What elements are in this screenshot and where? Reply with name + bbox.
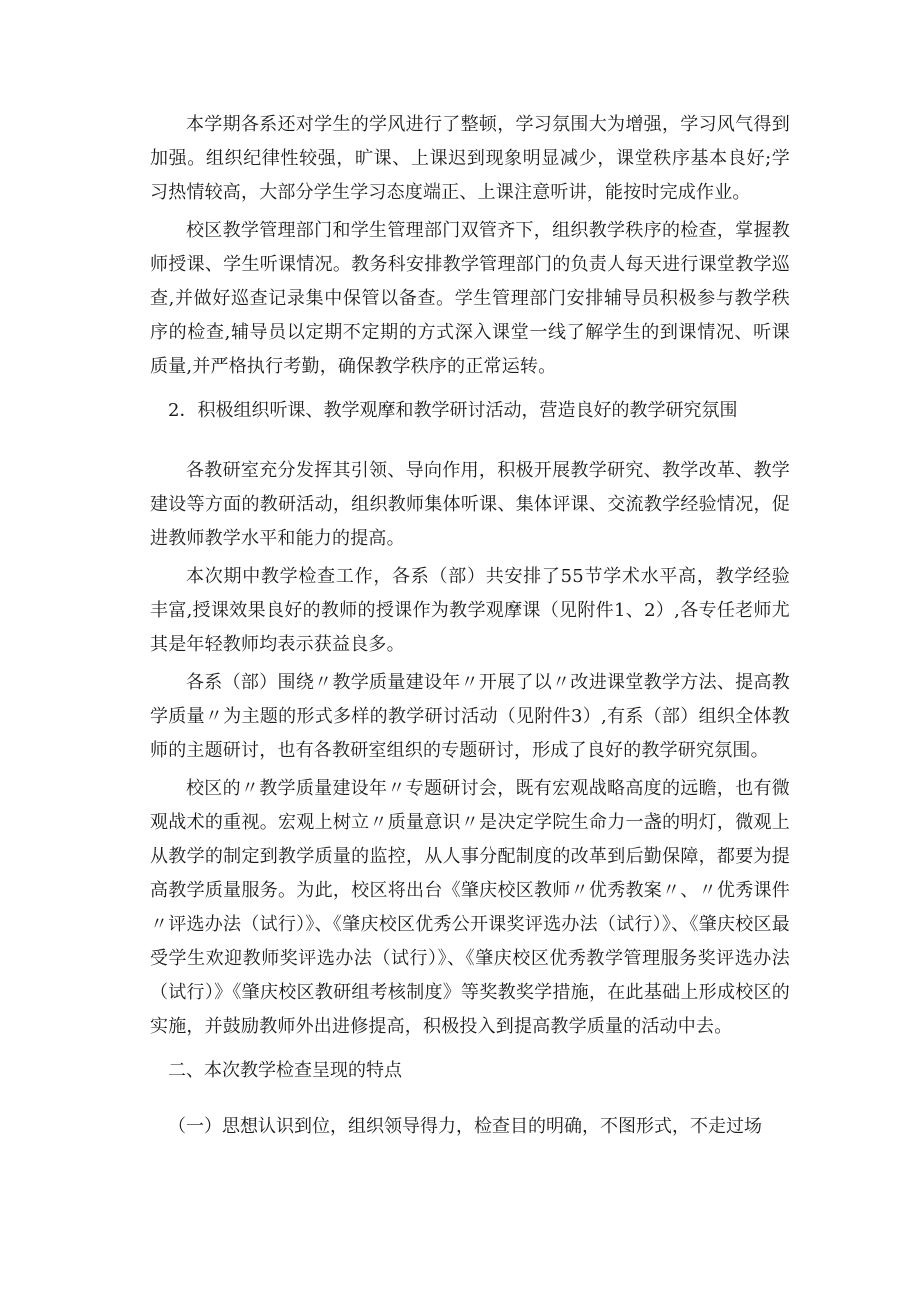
- paragraph-demonstration-classes: 本次期中教学检查工作，各系（部）共安排了55节学术水平高，教学经验丰富,授课效果良好的教师的授课作为教学观摩课（见附件1、2）,各专任老师尤其是年轻教师均表示获益良多。: [150, 566, 790, 655]
- paragraph-study-atmosphere: 本学期各系还对学生的学风进行了整顿，学习氛围大为增强，学习风气得到加强。组织纪律性较强，旷课、上课迟到现象明显减少，课堂秩序基本良好;学习热情较高，大部分学生学习态度端正、上课注意听讲，能按时完成作业。: [150, 114, 790, 203]
- subsection-heading-1: （一）思想认识到位，组织领导得力，检查目的明确，不图形式，不走过场: [168, 1116, 762, 1137]
- spacer: [150, 1044, 790, 1054]
- paragraph-teaching-research: 各教研室充分发挥其引领、导向作用，积极开展教学研究、教学改革、教学建设等方面的教研活动，组织教师集体听课、集体评课、交流教学经验情况，促进教师教学水平和能力的提高。: [150, 460, 790, 549]
- paragraph-seminar-activities: 各系（部）围绕〃教学质量建设年〃开展了以〃改进课堂教学方法、提高教学质量〃为主题的形式多样的教学研讨活动（见附件3）,有系（部）组织全体教师的主题研讨，也有各教研室组织的专题研讨，形成了良好的教学研究氛围。: [150, 672, 790, 761]
- spacer: [150, 1088, 790, 1110]
- section-heading-2: 2．积极组织听课、教学观摩和教学研讨活动，营造良好的教学研究氛围: [168, 400, 738, 421]
- document-body: [150, 108, 790, 1144]
- paragraph-order-inspection: 校区教学管理部门和学生管理部门双管齐下，组织教学秩序的检查，掌握教师授课、学生听课情况。教务科安排教学管理部门的负责人每天进行课堂教学巡查,并做好巡查记录集中保管以备查。学生管理部门安排辅导员积极参与教学秩序的检查,辅导员以定期不定期的方式深入课堂一线了解学生的到课情况、听课质量,并严格执行考勤，确保教学秩序的正常运转。: [150, 220, 790, 377]
- spacer: [150, 384, 790, 394]
- paragraph-quality-seminar: 校区的〃教学质量建设年〃专题研讨会，既有宏观战略高度的远瞻，也有微观战术的重视。宏观上树立〃质量意识〃是决定学院生命力一盏的明灯，微观上从教学的制定到教学质量的监控，从人事分配制度的改革到后勤保障，都要为提高教学质量服务。为此，校区将出台《肇庆校区教师〃优秀教案〃、〃优秀课件〃评选办法（试行）》、《肇庆校区优秀公开课奖评选办法（试行）》、《肇庆校区最受学生欢迎教师奖评选办法（试行）》、《肇庆校区优秀教学管理服务奖评选办法（试行）》《肇庆校区教研组考核制度》等奖教奖学措施，在此基础上形成校区的实施，并鼓励教师外出进修提高，积极投入到提高教学质量的活动中去。: [150, 778, 790, 1037]
- spacer: [150, 428, 790, 454]
- section-heading-features: 二、本次教学检查呈现的特点: [168, 1060, 402, 1081]
